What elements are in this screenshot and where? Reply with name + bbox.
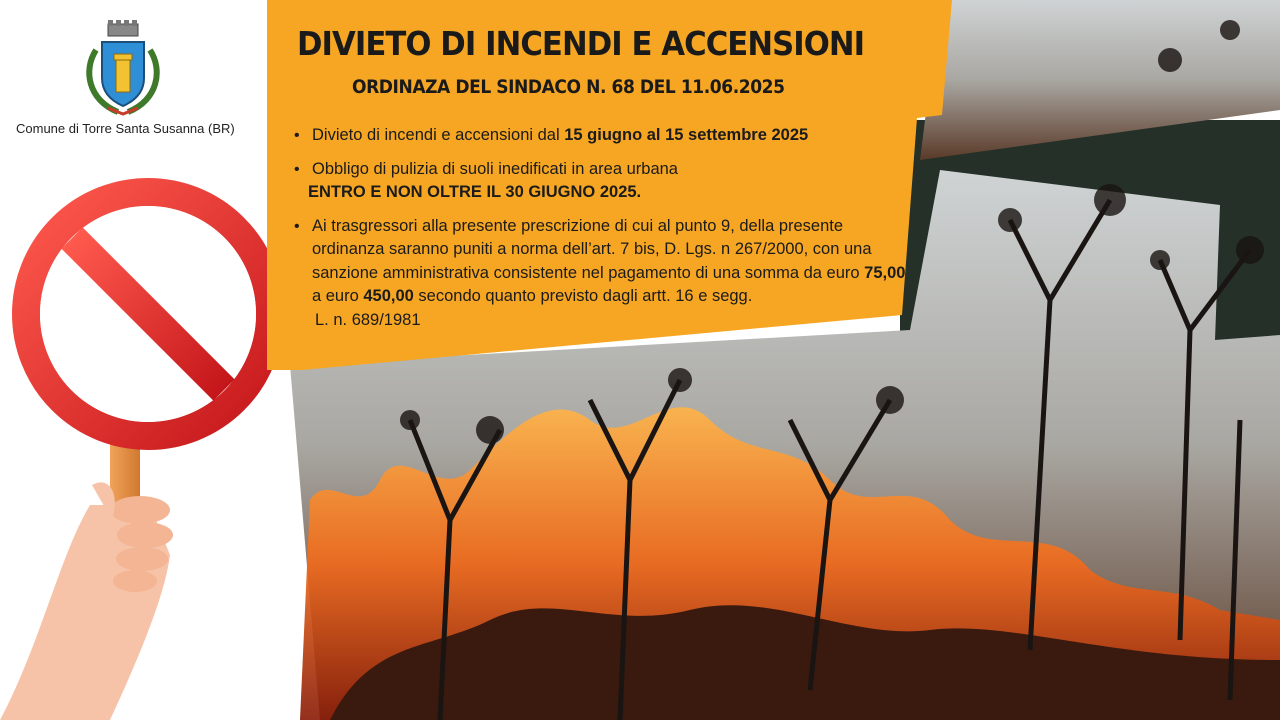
- bullet-3-law-ref: L. n. 689/1981: [315, 310, 421, 329]
- prohibition-sign-icon: [26, 192, 270, 436]
- bullet-list: [294, 124, 914, 342]
- page-title: DIVIETO DI INCENDI E ACCENSIONI: [297, 24, 865, 63]
- bullet-sanctions: [294, 215, 914, 333]
- bullet-1-dates: 15 giugno al 15 settembre 2025: [564, 126, 809, 144]
- hand-icon: [0, 482, 173, 720]
- bullet-3-mid: a euro: [312, 287, 364, 305]
- bullet-3-post: secondo quanto previsto dagli artt. 16 e segg.: [413, 287, 753, 305]
- bullet-1-text: Divieto di incendi e accensioni dal: [312, 126, 565, 144]
- bullet-3-text: Ai trasgressori alla presente prescrizione di cui al punto 9, della presente ordinanza saranno puniti a norma dell’art. 7 bis, D. Lgs. n 267/2000, con una sanzione amministrativa consistente nel pagamento di una somma da euro: [312, 216, 872, 282]
- bullet-3-amount-max: 450,00: [363, 287, 414, 305]
- bullet-ban-period: [294, 124, 914, 148]
- bullet-2-text: Obbligo di pulizia di suoli inedificati in area urbana: [312, 159, 678, 178]
- coat-of-arms-icon: [78, 20, 170, 120]
- bullet-3-amount-min: 75,00: [864, 263, 906, 282]
- municipality-name: Comune di Torre Santa Susanna (BR): [16, 121, 235, 136]
- bullet-cleaning-obligation: [294, 158, 914, 205]
- ordinance-subtitle: ORDINAZA DEL SINDACO N. 68 DEL 11.06.2025: [352, 76, 785, 98]
- bullet-2-deadline: ENTRO E NON OLTRE IL 30 GIUGNO 2025.: [308, 183, 642, 201]
